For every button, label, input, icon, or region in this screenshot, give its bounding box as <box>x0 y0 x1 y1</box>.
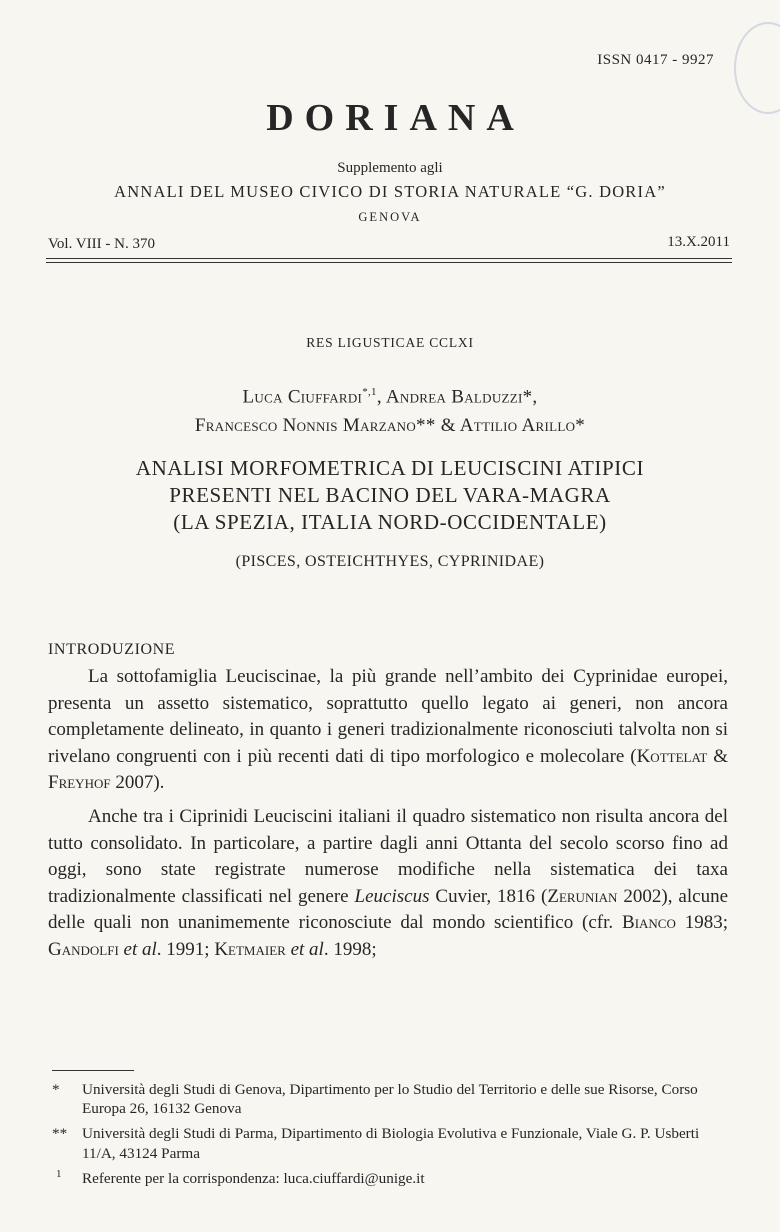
footnote <box>52 1124 730 1162</box>
footnote-mark: 1 <box>56 1167 62 1180</box>
header-rule-top <box>46 258 732 259</box>
taxon-line: (PISCES, OSTEICHTHYES, CYPRINIDAE) <box>235 553 545 570</box>
article-title-line: (LA SPEZIA, ITALIA NORD-OCCIDENTALE) <box>173 510 607 534</box>
citation: Kottelat & Freyhof <box>48 745 728 794</box>
journal-title: DORIANA <box>266 97 525 139</box>
body-text <box>48 664 728 964</box>
paragraph-2: Anche tra i Ciprinidi Leuciscini italiani il quadro sistematico non risulta ancora del tutto consolidato. In particolare, a partire dagli anni Ottanta del secolo scorso fino ad oggi, sono state registrate numerose modifiche nella sistematica dei taxa tradizionalmente classificati nel genere Leuciscus Cuvier, 1816 (Zerunian 2002), alcune delle quali non unanimemente riconosciute dal mondo scientifico (cfr. Bianco 1983; Gandolfi et al. 1991; Ketmaier et al. 1998; <box>48 805 729 960</box>
header-rule-bottom <box>46 262 732 263</box>
article-title-line: PRESENTI NEL BACINO DEL VARA-MAGRA <box>169 483 611 507</box>
footnote-text: Università degli Studi di Parma, Dipartimento di Biologia Evolutiva e Funzionale, Viale G. P. Usberti 11/A, 43124 Parma <box>82 1125 700 1162</box>
footnote <box>52 1169 730 1188</box>
footnote-rule <box>52 1070 134 1071</box>
article-title <box>0 455 780 536</box>
city-line: GENOVA <box>358 210 422 224</box>
footnote-mark: * <box>52 1081 60 1098</box>
article-title-line: ANALISI MORFOMETRICA DI LEUCISCINI ATIPICI <box>135 456 645 480</box>
footnotes <box>52 1080 730 1194</box>
supplement-line: Supplemento agli <box>337 160 443 176</box>
series-line: RES LIGUSTICAE CCLXI <box>306 335 474 350</box>
footnote-text: Università degli Studi di Genova, Dipartimento per lo Studio del Territorio e delle sue Risorse, Corso Europa 26, 16132 Genova <box>82 1081 698 1118</box>
citation: Bianco <box>622 912 676 934</box>
authors-line-1: Luca Ciuffardi$^{*,1}$, Andrea Balduzzi*, <box>242 386 538 408</box>
section-heading: INTRODUZIONE <box>48 641 176 658</box>
citation: Ketmaier <box>214 938 286 960</box>
annali-line: ANNALI DEL MUSEO CIVICO DI STORIA NATURALE “G. DORIA” <box>114 182 666 201</box>
author-mark: *,1 <box>362 386 377 398</box>
authors-line-2: Francesco Nonnis Marzano** & Attilio Arillo* <box>194 415 586 437</box>
footnote <box>52 1080 730 1118</box>
genus-name: Leuciscus <box>354 885 430 907</box>
et-al: et al <box>290 938 324 960</box>
authors <box>0 378 780 440</box>
et-al: et al <box>123 938 157 960</box>
volume-number: Vol. VIII - N. 370 <box>48 236 155 252</box>
citation: Zerunian <box>547 885 618 907</box>
footnote-text: Referente per la corrispondenza: luca.ciuffardi@unige.it <box>82 1169 425 1187</box>
issn: ISSN 0417 - 9927 <box>597 52 714 68</box>
issue-date: 13.X.2011 <box>667 234 730 250</box>
citation: Gandolfi <box>48 938 119 960</box>
footnote-mark: ** <box>52 1125 68 1143</box>
paragraph-1: La sottofamiglia Leuciscinae, la più grande nell’ambito dei Cyprinidae europei, presenta un assetto sistematico, soprattutto quello legato ai generi, non ancora completamente delineato, in quanto i generi tradizionalmente riconosciuti talvolta non si rivelano congruenti con i più recenti dati di tipo morfologico e molecolare (Kottelat & Freyhof 2007). <box>48 666 728 794</box>
